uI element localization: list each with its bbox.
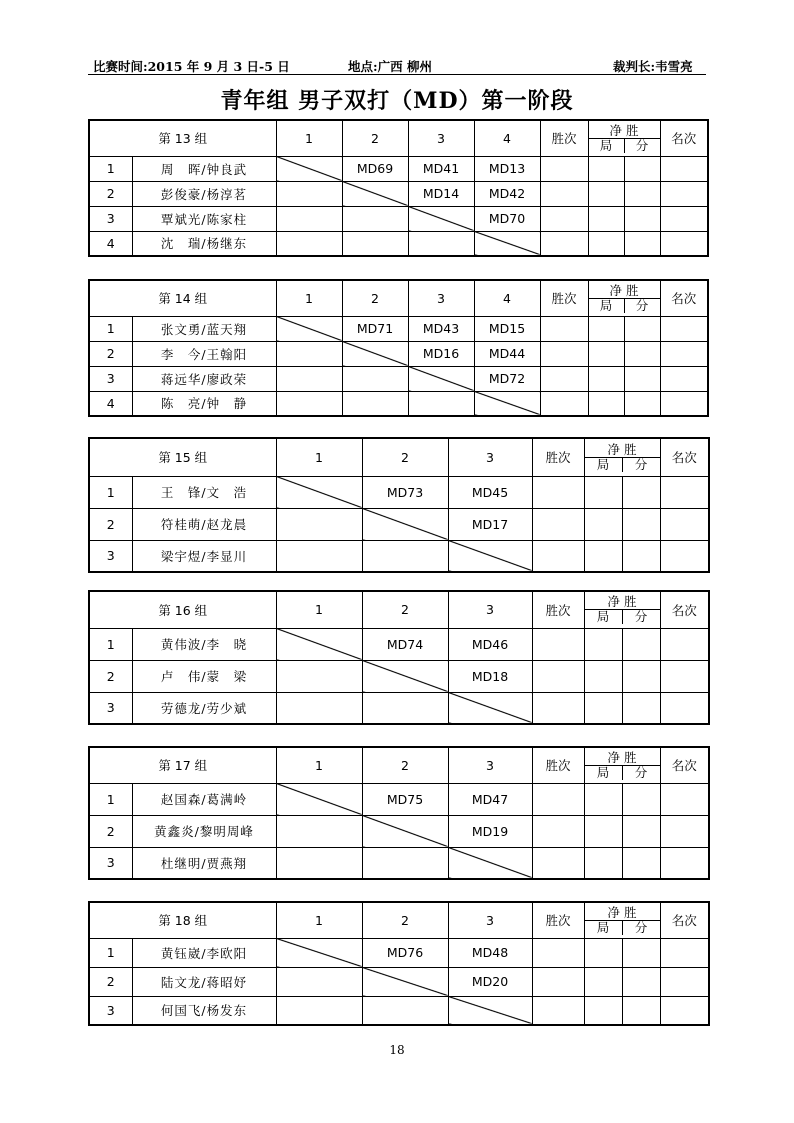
diagonal-cell — [342, 181, 408, 206]
group-table — [88, 901, 710, 1026]
group-table — [88, 119, 709, 257]
match-code — [276, 847, 362, 879]
match-code — [342, 366, 408, 391]
net-win-subheaders — [585, 457, 660, 472]
match-code: MD46 — [448, 628, 532, 660]
diagonal-cell — [408, 366, 474, 391]
games-subheader: 局 — [589, 139, 625, 153]
page-number: 18 — [389, 1043, 405, 1057]
column-header: 1 — [276, 591, 362, 628]
table-row — [89, 181, 708, 206]
pair-number: 2 — [89, 181, 132, 206]
pair-names: 李 今/王翰阳 — [132, 341, 276, 366]
rank-cell — [660, 231, 708, 256]
pair-names: 张文勇/蓝天翔 — [132, 316, 276, 341]
header-rule — [88, 74, 706, 75]
match-code — [276, 231, 342, 256]
games-cell — [584, 692, 622, 724]
rank-header: 名次 — [660, 747, 709, 783]
match-code: MD15 — [474, 316, 540, 341]
games-cell — [588, 231, 624, 256]
rank-cell — [660, 391, 708, 416]
diagonal-cell — [342, 341, 408, 366]
win-count-cell — [532, 847, 584, 879]
points-subheader: 分 — [634, 919, 648, 935]
diagonal-cell — [276, 156, 342, 181]
column-header: 3 — [408, 280, 474, 316]
pair-number: 4 — [89, 391, 132, 416]
match-place: 地点:广西 柳州 — [348, 59, 432, 74]
win-count-header: 胜次 — [532, 747, 584, 783]
rank-header: 名次 — [660, 280, 708, 316]
diagonal-cell — [276, 476, 362, 508]
group-table — [88, 437, 710, 573]
points-cell — [624, 181, 660, 206]
diagonal-cell — [448, 540, 532, 572]
net-win-header — [584, 438, 660, 476]
diagonal-cell — [276, 316, 342, 341]
games-subheader: 局 — [585, 458, 623, 472]
pair-number: 3 — [89, 692, 132, 724]
points-cell — [624, 366, 660, 391]
match-code — [276, 996, 362, 1025]
match-code: MD74 — [362, 628, 448, 660]
match-code — [362, 692, 448, 724]
net-win-subheaders — [585, 920, 660, 935]
column-header: 1 — [276, 438, 362, 476]
pair-number: 2 — [89, 815, 132, 847]
points-subheader: 分 — [634, 609, 648, 625]
points-cell — [622, 540, 660, 572]
points-subheader: 分 — [635, 137, 649, 153]
match-code: MD73 — [362, 476, 448, 508]
diagonal-cell — [362, 815, 448, 847]
win-count-cell — [540, 341, 588, 366]
win-count-cell — [540, 206, 588, 231]
points-subheader: 分 — [635, 297, 649, 313]
win-count-cell — [532, 996, 584, 1025]
match-code: MD70 — [474, 206, 540, 231]
rank-cell — [660, 783, 709, 815]
pair-names: 沈 瑞/杨继东 — [132, 231, 276, 256]
match-code — [276, 967, 362, 996]
pair-number: 1 — [89, 783, 132, 815]
group-label: 第 14 组 — [89, 280, 276, 316]
column-header: 1 — [276, 902, 362, 938]
diagonal-cell — [448, 692, 532, 724]
match-code: MD47 — [448, 783, 532, 815]
diagonal-cell — [362, 967, 448, 996]
table-row — [89, 996, 709, 1025]
win-count-cell — [532, 540, 584, 572]
net-win-header — [584, 591, 660, 628]
win-count-header: 胜次 — [532, 438, 584, 476]
win-count-header: 胜次 — [540, 280, 588, 316]
win-count-cell — [540, 231, 588, 256]
points-cell — [624, 156, 660, 181]
match-code — [276, 206, 342, 231]
column-header: 2 — [342, 280, 408, 316]
diagonal-cell — [448, 996, 532, 1025]
match-code: MD76 — [362, 938, 448, 967]
games-subheader: 局 — [585, 766, 623, 780]
rank-cell — [660, 156, 708, 181]
rank-cell — [660, 206, 708, 231]
column-header: 3 — [448, 438, 532, 476]
group-label: 第 15 组 — [89, 438, 276, 476]
table-row — [89, 692, 709, 724]
rank-header: 名次 — [660, 438, 709, 476]
rank-cell — [660, 847, 709, 879]
match-code — [342, 231, 408, 256]
pair-names: 杜继明/贾燕翔 — [132, 847, 276, 879]
rank-cell — [660, 815, 709, 847]
column-header: 2 — [342, 120, 408, 156]
column-header: 1 — [276, 120, 342, 156]
match-code — [276, 181, 342, 206]
pair-number: 1 — [89, 938, 132, 967]
column-header: 2 — [362, 747, 448, 783]
rank-header: 名次 — [660, 591, 709, 628]
pair-number: 3 — [89, 206, 132, 231]
win-count-cell — [532, 938, 584, 967]
table-row — [89, 628, 709, 660]
match-code: MD17 — [448, 508, 532, 540]
points-subheader: 分 — [634, 456, 648, 472]
points-subheader: 分 — [634, 764, 648, 780]
column-header: 3 — [408, 120, 474, 156]
win-count-cell — [540, 181, 588, 206]
diagonal-cell — [276, 783, 362, 815]
match-code — [362, 540, 448, 572]
net-win-header — [588, 120, 660, 156]
rank-cell — [660, 628, 709, 660]
diagonal-cell — [474, 391, 540, 416]
match-code: MD45 — [448, 476, 532, 508]
win-count-cell — [540, 391, 588, 416]
table-row — [89, 938, 709, 967]
points-cell — [624, 341, 660, 366]
win-count-cell — [540, 316, 588, 341]
table-row — [89, 508, 709, 540]
pair-number: 3 — [89, 847, 132, 879]
pair-number: 1 — [89, 156, 132, 181]
page-title: 青年组 男子双打（MD）第一阶段 — [220, 88, 574, 114]
pair-number: 4 — [89, 231, 132, 256]
pair-names: 周 晖/钟良武 — [132, 156, 276, 181]
match-code: MD75 — [362, 783, 448, 815]
pair-names: 卢 伟/蒙 梁 — [132, 660, 276, 692]
win-count-cell — [532, 476, 584, 508]
rank-cell — [660, 341, 708, 366]
match-code: MD19 — [448, 815, 532, 847]
table-row — [89, 316, 708, 341]
table-row — [89, 366, 708, 391]
points-cell — [622, 692, 660, 724]
net-win-header — [588, 280, 660, 316]
games-cell — [584, 815, 622, 847]
rank-cell — [660, 366, 708, 391]
net-win-label: 净 胜 — [607, 749, 637, 765]
win-count-cell — [540, 366, 588, 391]
match-code — [342, 206, 408, 231]
win-count-cell — [532, 508, 584, 540]
match-code — [276, 508, 362, 540]
points-cell — [622, 508, 660, 540]
match-code — [276, 366, 342, 391]
match-code — [276, 660, 362, 692]
pair-number: 2 — [89, 508, 132, 540]
win-count-header: 胜次 — [540, 120, 588, 156]
rank-cell — [660, 476, 709, 508]
group-label: 第 16 组 — [89, 591, 276, 628]
pair-number: 2 — [89, 341, 132, 366]
games-cell — [584, 628, 622, 660]
group-table — [88, 590, 710, 725]
games-cell — [584, 783, 622, 815]
diagonal-cell — [276, 938, 362, 967]
pair-names: 陆文龙/蒋昭妤 — [132, 967, 276, 996]
group-label: 第 13 组 — [89, 120, 276, 156]
win-count-cell — [532, 628, 584, 660]
games-cell — [584, 476, 622, 508]
pair-number: 1 — [89, 316, 132, 341]
group-table — [88, 746, 710, 880]
games-cell — [584, 938, 622, 967]
games-cell — [584, 967, 622, 996]
pair-number: 1 — [89, 628, 132, 660]
match-code: MD20 — [448, 967, 532, 996]
pair-number: 3 — [89, 996, 132, 1025]
points-cell — [622, 847, 660, 879]
match-code — [276, 540, 362, 572]
win-count-cell — [532, 815, 584, 847]
pair-names: 何国飞/杨发东 — [132, 996, 276, 1025]
points-cell — [624, 231, 660, 256]
match-code: MD41 — [408, 156, 474, 181]
match-code — [362, 996, 448, 1025]
net-win-label: 净 胜 — [607, 904, 637, 920]
diagonal-cell — [362, 660, 448, 692]
net-win-subheaders — [585, 765, 660, 780]
win-count-cell — [532, 660, 584, 692]
games-cell — [588, 391, 624, 416]
rank-cell — [660, 660, 709, 692]
match-code — [408, 391, 474, 416]
match-code — [276, 815, 362, 847]
games-cell — [584, 508, 622, 540]
pair-number: 3 — [89, 366, 132, 391]
pair-names: 劳德龙/劳少斌 — [132, 692, 276, 724]
win-count-cell — [532, 783, 584, 815]
match-code: MD16 — [408, 341, 474, 366]
net-win-label: 净 胜 — [607, 441, 637, 457]
diagonal-cell — [276, 628, 362, 660]
points-cell — [622, 996, 660, 1025]
match-code: MD14 — [408, 181, 474, 206]
points-cell — [624, 316, 660, 341]
points-cell — [622, 628, 660, 660]
pair-names: 覃斌光/陈家柱 — [132, 206, 276, 231]
games-subheader: 局 — [585, 610, 623, 624]
column-header: 4 — [474, 120, 540, 156]
match-code: MD48 — [448, 938, 532, 967]
win-count-header: 胜次 — [532, 902, 584, 938]
games-cell — [584, 540, 622, 572]
net-win-subheaders — [589, 298, 660, 313]
win-count-cell — [532, 967, 584, 996]
group-label: 第 18 组 — [89, 902, 276, 938]
rank-cell — [660, 692, 709, 724]
pair-names: 符桂萌/赵龙晨 — [132, 508, 276, 540]
table-row — [89, 540, 709, 572]
net-win-label: 净 胜 — [609, 282, 639, 298]
games-cell — [584, 660, 622, 692]
rank-cell — [660, 316, 708, 341]
match-code: MD44 — [474, 341, 540, 366]
diagonal-cell — [448, 847, 532, 879]
match-code: MD43 — [408, 316, 474, 341]
games-cell — [584, 996, 622, 1025]
games-cell — [588, 316, 624, 341]
pair-names: 彭俊豪/杨淳茗 — [132, 181, 276, 206]
points-cell — [622, 476, 660, 508]
pair-number: 2 — [89, 967, 132, 996]
group-table — [88, 279, 709, 417]
games-cell — [588, 341, 624, 366]
rank-header: 名次 — [660, 902, 709, 938]
chief-referee: 裁判长:韦雪亮 — [613, 59, 693, 74]
table-row — [89, 231, 708, 256]
points-cell — [624, 206, 660, 231]
match-code — [342, 391, 408, 416]
table-row — [89, 391, 708, 416]
match-code: MD18 — [448, 660, 532, 692]
net-win-subheaders — [589, 138, 660, 153]
rank-cell — [660, 938, 709, 967]
pair-names: 王 锋/文 浩 — [132, 476, 276, 508]
column-header: 3 — [448, 591, 532, 628]
table-row — [89, 967, 709, 996]
match-code — [276, 391, 342, 416]
points-cell — [622, 815, 660, 847]
diagonal-cell — [362, 508, 448, 540]
pair-names: 蒋远华/廖政荣 — [132, 366, 276, 391]
table-row — [89, 847, 709, 879]
points-cell — [622, 783, 660, 815]
rank-cell — [660, 996, 709, 1025]
match-code — [276, 341, 342, 366]
net-win-label: 净 胜 — [607, 594, 637, 610]
games-subheader: 局 — [585, 921, 623, 935]
column-header: 3 — [448, 902, 532, 938]
column-header: 1 — [276, 747, 362, 783]
points-cell — [622, 660, 660, 692]
points-cell — [624, 391, 660, 416]
points-cell — [622, 967, 660, 996]
column-header: 1 — [276, 280, 342, 316]
pair-names: 梁宇煜/李显川 — [132, 540, 276, 572]
pair-number: 2 — [89, 660, 132, 692]
match-code — [408, 231, 474, 256]
match-code: MD69 — [342, 156, 408, 181]
pair-number: 1 — [89, 476, 132, 508]
table-row — [89, 815, 709, 847]
rank-header: 名次 — [660, 120, 708, 156]
match-code: MD42 — [474, 181, 540, 206]
table-row — [89, 156, 708, 181]
win-count-cell — [532, 692, 584, 724]
group-label: 第 17 组 — [89, 747, 276, 783]
column-header: 2 — [362, 591, 448, 628]
column-header: 3 — [448, 747, 532, 783]
column-header: 2 — [362, 438, 448, 476]
win-count-header: 胜次 — [532, 591, 584, 628]
match-code: MD13 — [474, 156, 540, 181]
rank-cell — [660, 181, 708, 206]
rank-cell — [660, 540, 709, 572]
net-win-header — [584, 902, 660, 938]
rank-cell — [660, 508, 709, 540]
games-cell — [588, 181, 624, 206]
column-header: 2 — [362, 902, 448, 938]
pair-names: 赵国森/葛满岭 — [132, 783, 276, 815]
match-code: MD71 — [342, 316, 408, 341]
rank-cell — [660, 967, 709, 996]
match-time: 比赛时间:2015 年 9 月 3 日-5 日 — [93, 59, 290, 74]
pair-names: 黄伟波/李 晓 — [132, 628, 276, 660]
diagonal-cell — [474, 231, 540, 256]
table-row — [89, 476, 709, 508]
games-cell — [588, 156, 624, 181]
diagonal-cell — [408, 206, 474, 231]
match-code — [362, 847, 448, 879]
points-cell — [622, 938, 660, 967]
games-cell — [588, 366, 624, 391]
table-row — [89, 341, 708, 366]
match-code: MD72 — [474, 366, 540, 391]
pair-number: 3 — [89, 540, 132, 572]
table-row — [89, 660, 709, 692]
net-win-label: 净 胜 — [609, 122, 639, 138]
win-count-cell — [540, 156, 588, 181]
games-cell — [584, 847, 622, 879]
net-win-header — [584, 747, 660, 783]
column-header: 4 — [474, 280, 540, 316]
net-win-subheaders — [585, 609, 660, 624]
table-row — [89, 206, 708, 231]
pair-names: 黄鑫炎/黎明周峰 — [132, 815, 276, 847]
games-subheader: 局 — [589, 299, 625, 313]
pair-names: 黄钰崴/李欧阳 — [132, 938, 276, 967]
pair-names: 陈 亮/钟 静 — [132, 391, 276, 416]
match-code — [276, 692, 362, 724]
table-row — [89, 783, 709, 815]
games-cell — [588, 206, 624, 231]
